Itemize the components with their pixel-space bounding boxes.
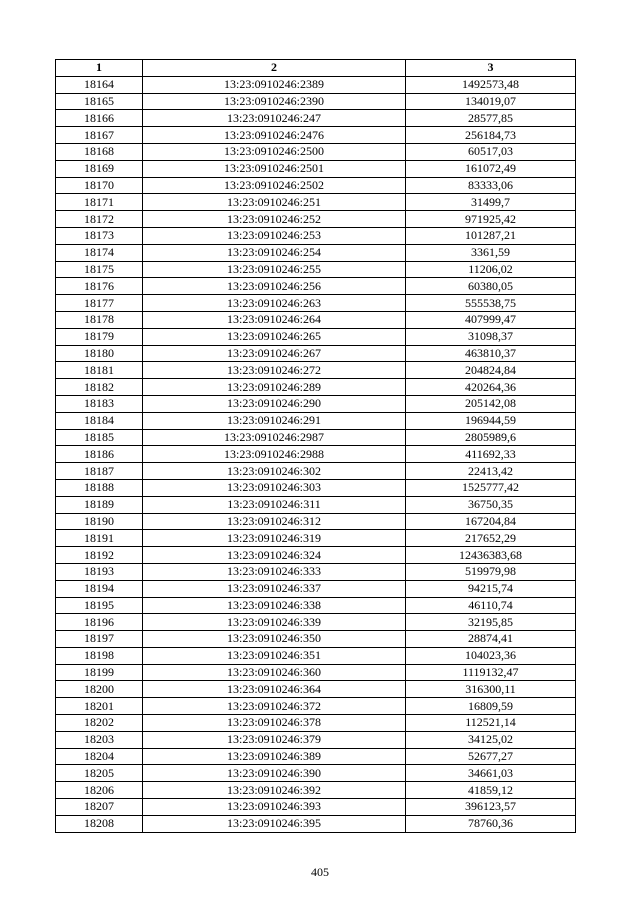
cadastral-number-cell: 13:23:0910246:324 bbox=[143, 547, 406, 564]
value-cell: 971925,42 bbox=[406, 211, 576, 228]
value-cell: 204824,84 bbox=[406, 362, 576, 379]
value-cell: 463810,37 bbox=[406, 345, 576, 362]
table-row bbox=[56, 765, 576, 782]
row-number-cell: 18187 bbox=[56, 463, 143, 480]
table-row bbox=[56, 782, 576, 799]
table-row bbox=[56, 614, 576, 631]
cadastral-number-cell: 13:23:0910246:338 bbox=[143, 597, 406, 614]
table-row bbox=[56, 479, 576, 496]
table-row bbox=[56, 227, 576, 244]
cadastral-number-cell: 13:23:0910246:389 bbox=[143, 748, 406, 765]
row-number-cell: 18191 bbox=[56, 530, 143, 547]
table-row bbox=[56, 530, 576, 547]
table-header-row bbox=[56, 60, 576, 77]
row-number-cell: 18170 bbox=[56, 177, 143, 194]
value-cell: 167204,84 bbox=[406, 513, 576, 530]
row-number-cell: 18198 bbox=[56, 647, 143, 664]
value-cell: 31098,37 bbox=[406, 328, 576, 345]
row-number-cell: 18189 bbox=[56, 496, 143, 513]
cadastral-number-cell: 13:23:0910246:263 bbox=[143, 295, 406, 312]
row-number-cell: 18172 bbox=[56, 211, 143, 228]
table-row bbox=[56, 278, 576, 295]
column-header-number: 1 bbox=[56, 60, 143, 77]
table-row bbox=[56, 362, 576, 379]
cadastral-number-cell: 13:23:0910246:2476 bbox=[143, 127, 406, 144]
value-cell: 316300,11 bbox=[406, 681, 576, 698]
row-number-cell: 18182 bbox=[56, 379, 143, 396]
value-cell: 78760,36 bbox=[406, 815, 576, 832]
value-cell: 519979,98 bbox=[406, 563, 576, 580]
value-cell: 396123,57 bbox=[406, 799, 576, 816]
cadastral-number-cell: 13:23:0910246:2500 bbox=[143, 143, 406, 160]
cadastral-number-cell: 13:23:0910246:256 bbox=[143, 278, 406, 295]
table-row bbox=[56, 110, 576, 127]
row-number-cell: 18169 bbox=[56, 160, 143, 177]
cadastral-number-cell: 13:23:0910246:251 bbox=[143, 194, 406, 211]
cadastral-value-table bbox=[55, 59, 576, 833]
row-number-cell: 18205 bbox=[56, 765, 143, 782]
value-cell: 11206,02 bbox=[406, 261, 576, 278]
value-cell: 256184,73 bbox=[406, 127, 576, 144]
value-cell: 1525777,42 bbox=[406, 479, 576, 496]
cadastral-number-cell: 13:23:0910246:319 bbox=[143, 530, 406, 547]
row-number-cell: 18173 bbox=[56, 227, 143, 244]
cadastral-number-cell: 13:23:0910246:247 bbox=[143, 110, 406, 127]
row-number-cell: 18185 bbox=[56, 429, 143, 446]
row-number-cell: 18164 bbox=[56, 76, 143, 93]
table-row bbox=[56, 143, 576, 160]
cadastral-number-cell: 13:23:0910246:2501 bbox=[143, 160, 406, 177]
cadastral-number-cell: 13:23:0910246:2988 bbox=[143, 446, 406, 463]
value-cell: 407999,47 bbox=[406, 311, 576, 328]
cadastral-number-cell: 13:23:0910246:291 bbox=[143, 412, 406, 429]
value-cell: 16809,59 bbox=[406, 698, 576, 715]
table-row bbox=[56, 580, 576, 597]
cadastral-number-cell: 13:23:0910246:2389 bbox=[143, 76, 406, 93]
cadastral-number-cell: 13:23:0910246:252 bbox=[143, 211, 406, 228]
table-row bbox=[56, 211, 576, 228]
row-number-cell: 18202 bbox=[56, 715, 143, 732]
table-row bbox=[56, 446, 576, 463]
table-row bbox=[56, 412, 576, 429]
value-cell: 2805989,6 bbox=[406, 429, 576, 446]
cadastral-number-cell: 13:23:0910246:337 bbox=[143, 580, 406, 597]
table-row bbox=[56, 328, 576, 345]
table-row bbox=[56, 731, 576, 748]
row-number-cell: 18177 bbox=[56, 295, 143, 312]
value-cell: 104023,36 bbox=[406, 647, 576, 664]
row-number-cell: 18180 bbox=[56, 345, 143, 362]
cadastral-number-cell: 13:23:0910246:379 bbox=[143, 731, 406, 748]
row-number-cell: 18194 bbox=[56, 580, 143, 597]
cadastral-number-cell: 13:23:0910246:351 bbox=[143, 647, 406, 664]
value-cell: 112521,14 bbox=[406, 715, 576, 732]
row-number-cell: 18174 bbox=[56, 244, 143, 261]
row-number-cell: 18184 bbox=[56, 412, 143, 429]
value-cell: 411692,33 bbox=[406, 446, 576, 463]
table-row bbox=[56, 715, 576, 732]
row-number-cell: 18193 bbox=[56, 563, 143, 580]
row-number-cell: 18183 bbox=[56, 395, 143, 412]
table-row bbox=[56, 244, 576, 261]
cadastral-number-cell: 13:23:0910246:289 bbox=[143, 379, 406, 396]
row-number-cell: 18203 bbox=[56, 731, 143, 748]
table-row bbox=[56, 681, 576, 698]
value-cell: 101287,21 bbox=[406, 227, 576, 244]
row-number-cell: 18201 bbox=[56, 698, 143, 715]
cadastral-number-cell: 13:23:0910246:378 bbox=[143, 715, 406, 732]
cadastral-number-cell: 13:23:0910246:254 bbox=[143, 244, 406, 261]
row-number-cell: 18207 bbox=[56, 799, 143, 816]
value-cell: 22413,42 bbox=[406, 463, 576, 480]
value-cell: 196944,59 bbox=[406, 412, 576, 429]
table-row bbox=[56, 76, 576, 93]
cadastral-number-cell: 13:23:0910246:364 bbox=[143, 681, 406, 698]
table-row bbox=[56, 799, 576, 816]
value-cell: 34125,02 bbox=[406, 731, 576, 748]
value-cell: 12436383,68 bbox=[406, 547, 576, 564]
cadastral-number-cell: 13:23:0910246:392 bbox=[143, 782, 406, 799]
table-row bbox=[56, 631, 576, 648]
row-number-cell: 18181 bbox=[56, 362, 143, 379]
value-cell: 41859,12 bbox=[406, 782, 576, 799]
cadastral-number-cell: 13:23:0910246:372 bbox=[143, 698, 406, 715]
value-cell: 3361,59 bbox=[406, 244, 576, 261]
row-number-cell: 18175 bbox=[56, 261, 143, 278]
value-cell: 134019,07 bbox=[406, 93, 576, 110]
table-row bbox=[56, 345, 576, 362]
table-row bbox=[56, 563, 576, 580]
table-row bbox=[56, 311, 576, 328]
value-cell: 555538,75 bbox=[406, 295, 576, 312]
value-cell: 60517,03 bbox=[406, 143, 576, 160]
table-row bbox=[56, 127, 576, 144]
table-body bbox=[56, 76, 576, 832]
cadastral-number-cell: 13:23:0910246:253 bbox=[143, 227, 406, 244]
table-row bbox=[56, 160, 576, 177]
table-row bbox=[56, 815, 576, 832]
cadastral-number-cell: 13:23:0910246:267 bbox=[143, 345, 406, 362]
value-cell: 205142,08 bbox=[406, 395, 576, 412]
cadastral-number-cell: 13:23:0910246:2390 bbox=[143, 93, 406, 110]
cadastral-number-cell: 13:23:0910246:303 bbox=[143, 479, 406, 496]
cadastral-number-cell: 13:23:0910246:264 bbox=[143, 311, 406, 328]
table-row bbox=[56, 429, 576, 446]
table-row bbox=[56, 93, 576, 110]
value-cell: 161072,49 bbox=[406, 160, 576, 177]
value-cell: 28577,85 bbox=[406, 110, 576, 127]
row-number-cell: 18179 bbox=[56, 328, 143, 345]
table-row bbox=[56, 748, 576, 765]
value-cell: 52677,27 bbox=[406, 748, 576, 765]
value-cell: 32195,85 bbox=[406, 614, 576, 631]
table-row bbox=[56, 379, 576, 396]
cadastral-number-cell: 13:23:0910246:312 bbox=[143, 513, 406, 530]
row-number-cell: 18208 bbox=[56, 815, 143, 832]
row-number-cell: 18204 bbox=[56, 748, 143, 765]
value-cell: 94215,74 bbox=[406, 580, 576, 597]
row-number-cell: 18165 bbox=[56, 93, 143, 110]
table-row bbox=[56, 597, 576, 614]
cadastral-number-cell: 13:23:0910246:2987 bbox=[143, 429, 406, 446]
row-number-cell: 18200 bbox=[56, 681, 143, 698]
cadastral-number-cell: 13:23:0910246:2502 bbox=[143, 177, 406, 194]
table-row bbox=[56, 261, 576, 278]
value-cell: 28874,41 bbox=[406, 631, 576, 648]
table-row bbox=[56, 647, 576, 664]
column-header-cadastral-number: 2 bbox=[143, 60, 406, 77]
cadastral-number-cell: 13:23:0910246:393 bbox=[143, 799, 406, 816]
table-row bbox=[56, 664, 576, 681]
table-row bbox=[56, 194, 576, 211]
cadastral-number-cell: 13:23:0910246:390 bbox=[143, 765, 406, 782]
table-row bbox=[56, 395, 576, 412]
cadastral-number-cell: 13:23:0910246:265 bbox=[143, 328, 406, 345]
cadastral-number-cell: 13:23:0910246:360 bbox=[143, 664, 406, 681]
value-cell: 60380,05 bbox=[406, 278, 576, 295]
row-number-cell: 18188 bbox=[56, 479, 143, 496]
row-number-cell: 18196 bbox=[56, 614, 143, 631]
row-number-cell: 18171 bbox=[56, 194, 143, 211]
cadastral-number-cell: 13:23:0910246:395 bbox=[143, 815, 406, 832]
row-number-cell: 18168 bbox=[56, 143, 143, 160]
row-number-cell: 18167 bbox=[56, 127, 143, 144]
cadastral-number-cell: 13:23:0910246:290 bbox=[143, 395, 406, 412]
row-number-cell: 18166 bbox=[56, 110, 143, 127]
page-number: 405 bbox=[311, 865, 329, 879]
row-number-cell: 18206 bbox=[56, 782, 143, 799]
value-cell: 31499,7 bbox=[406, 194, 576, 211]
table-row bbox=[56, 463, 576, 480]
value-cell: 34661,03 bbox=[406, 765, 576, 782]
table-row bbox=[56, 698, 576, 715]
cadastral-number-cell: 13:23:0910246:272 bbox=[143, 362, 406, 379]
row-number-cell: 18178 bbox=[56, 311, 143, 328]
table-row bbox=[56, 177, 576, 194]
value-cell: 46110,74 bbox=[406, 597, 576, 614]
value-cell: 420264,36 bbox=[406, 379, 576, 396]
cadastral-number-cell: 13:23:0910246:350 bbox=[143, 631, 406, 648]
value-cell: 1119132,47 bbox=[406, 664, 576, 681]
cadastral-number-cell: 13:23:0910246:302 bbox=[143, 463, 406, 480]
table-row bbox=[56, 513, 576, 530]
row-number-cell: 18190 bbox=[56, 513, 143, 530]
row-number-cell: 18192 bbox=[56, 547, 143, 564]
cadastral-number-cell: 13:23:0910246:333 bbox=[143, 563, 406, 580]
row-number-cell: 18195 bbox=[56, 597, 143, 614]
value-cell: 83333,06 bbox=[406, 177, 576, 194]
row-number-cell: 18186 bbox=[56, 446, 143, 463]
row-number-cell: 18199 bbox=[56, 664, 143, 681]
value-cell: 36750,35 bbox=[406, 496, 576, 513]
table-row bbox=[56, 547, 576, 564]
cadastral-number-cell: 13:23:0910246:255 bbox=[143, 261, 406, 278]
cadastral-number-cell: 13:23:0910246:311 bbox=[143, 496, 406, 513]
row-number-cell: 18197 bbox=[56, 631, 143, 648]
value-cell: 217652,29 bbox=[406, 530, 576, 547]
table-row bbox=[56, 496, 576, 513]
column-header-value: 3 bbox=[406, 60, 576, 77]
table-row bbox=[56, 295, 576, 312]
value-cell: 1492573,48 bbox=[406, 76, 576, 93]
row-number-cell: 18176 bbox=[56, 278, 143, 295]
cadastral-number-cell: 13:23:0910246:339 bbox=[143, 614, 406, 631]
